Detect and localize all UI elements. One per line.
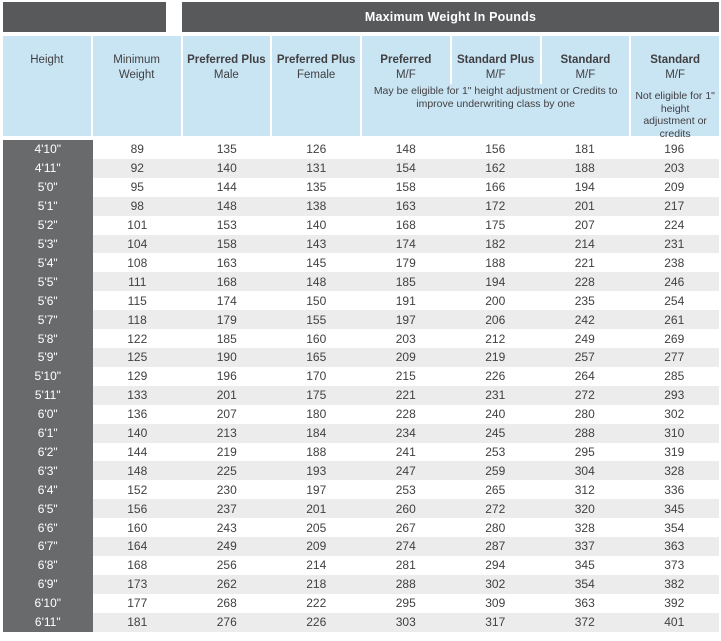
weight-cell: 138 [306,199,327,214]
table-row [3,386,719,405]
weight-cell: 196 [664,142,685,157]
weight-cell: 148 [306,274,327,289]
weight-cell: 164 [127,539,148,554]
weight-cell: 133 [127,388,148,403]
weight-cell: 108 [127,255,148,270]
weight-cell: 205 [306,520,327,535]
weight-cell: 174 [216,293,237,308]
weight-cell: 170 [306,369,327,384]
weight-cell: 188 [485,255,506,270]
weight-cell: 175 [306,388,327,403]
weight-cell: 209 [306,539,327,554]
weight-cell: 219 [485,350,506,365]
weight-cell: 225 [216,463,237,478]
column-header-label: Height [30,54,64,66]
table-row [3,140,719,159]
weight-cell: 174 [395,236,416,251]
weight-cell: 143 [306,236,327,251]
weight-cell: 257 [574,350,595,365]
weight-cell: 188 [306,444,327,459]
weight-cell: 337 [574,539,595,554]
column-header-label: Preferred Plus [276,54,356,66]
column-header-preferred-plus-male [183,36,271,136]
weight-cell: 226 [485,369,506,384]
weight-cell: 168 [127,558,148,573]
table-row [3,159,719,178]
column-header-preferred-mf [362,36,450,84]
weight-cell: 253 [485,444,506,459]
weight-cell: 179 [216,312,237,327]
corner-block [3,2,166,32]
weight-cell: 269 [664,331,685,346]
height-cell: 5'10" [3,367,93,386]
weight-cell: 197 [395,312,416,327]
weight-cell: 140 [216,161,237,176]
weight-cell: 140 [127,426,148,441]
table-row [3,594,719,613]
height-cell: 6'0" [3,405,93,424]
weight-cell: 194 [485,274,506,289]
weight-cell: 221 [395,388,416,403]
column-header-preferred-plus-female [272,36,360,136]
weight-cell: 136 [127,407,148,422]
weight-cell: 260 [395,501,416,516]
weight-cell: 92 [130,161,144,176]
height-cell: 5'11" [3,386,93,405]
weight-cell: 181 [127,615,148,630]
table-row [3,178,719,197]
weight-cell: 203 [664,161,685,176]
column-header-label: Standard [650,54,701,66]
column-header-standard-mf [542,36,630,84]
weight-cell: 181 [574,142,595,157]
table-body [3,140,719,632]
weight-cell: 293 [664,388,685,403]
column-header-sublabel: M/F [665,69,686,81]
weight-cell: 392 [664,596,685,611]
weight-cell: 150 [306,293,327,308]
weight-cell: 131 [306,161,327,176]
table-row [3,461,719,480]
weight-cell: 280 [574,407,595,422]
weight-cell: 194 [574,180,595,195]
weight-cell: 98 [130,199,144,214]
weight-cell: 201 [574,199,595,214]
height-cell: 5'8" [3,329,93,348]
height-cell: 5'1" [3,197,93,216]
table-row [3,253,719,272]
weight-cell: 129 [127,369,148,384]
table-row [3,556,719,575]
weight-cell: 295 [395,596,416,611]
weight-cell: 173 [127,577,148,592]
table-row [3,499,719,518]
weight-cell: 201 [216,388,237,403]
weight-cell: 309 [485,596,506,611]
weight-cell: 276 [216,615,237,630]
weight-cell: 317 [485,615,506,630]
weight-cell: 280 [485,520,506,535]
weight-cell: 180 [306,407,327,422]
table-row [3,367,719,386]
height-cell: 5'3" [3,235,93,254]
weight-cell: 196 [216,369,237,384]
weight-cell: 148 [127,463,148,478]
weight-cell: 158 [395,180,416,195]
column-header-standard-plus-mf [452,36,540,84]
weight-cell: 302 [664,407,685,422]
weight-cell: 212 [485,331,506,346]
height-cell: 6'8" [3,556,93,575]
height-cell: 5'0" [3,178,93,197]
weight-cell: 242 [574,312,595,327]
weight-cell: 162 [485,161,506,176]
weight-cell: 207 [216,407,237,422]
weight-cell: 228 [574,274,595,289]
weight-cell: 135 [216,142,237,157]
weight-cell: 259 [485,463,506,478]
table-row [3,613,719,632]
weight-cell: 155 [306,312,327,327]
weight-cell: 179 [395,255,416,270]
weight-cell: 285 [664,369,685,384]
weight-cell: 382 [664,577,685,592]
weight-cell: 354 [664,520,685,535]
weight-cell: 175 [485,218,506,233]
weight-cell: 247 [395,463,416,478]
table-row [3,443,719,462]
weight-cell: 363 [574,596,595,611]
weight-cell: 243 [216,520,237,535]
weight-cell: 312 [574,482,595,497]
table-row [3,216,719,235]
weight-cell: 206 [485,312,506,327]
weight-cell: 184 [306,426,327,441]
weight-cell: 89 [130,142,144,157]
column-header-sublabel: M/F [485,69,506,81]
weight-cell: 274 [395,539,416,554]
height-cell: 5'7" [3,310,93,329]
column-header-minimum-weight [93,36,181,136]
weight-cell: 246 [664,274,685,289]
weight-cell: 177 [127,596,148,611]
height-cell: 5'9" [3,348,93,367]
weight-cell: 237 [216,501,237,516]
table-row [3,329,719,348]
weight-cell: 217 [664,199,685,214]
weight-cell: 209 [395,350,416,365]
weight-cell: 254 [664,293,685,308]
weight-cell: 264 [574,369,595,384]
table-row [3,310,719,329]
weight-cell: 277 [664,350,685,365]
height-cell: 4'11" [3,159,93,178]
weight-cell: 262 [216,577,237,592]
table-row [3,537,719,556]
weight-cell: 209 [664,180,685,195]
weight-cell: 261 [664,312,685,327]
weight-cell: 148 [395,142,416,157]
weight-cell: 288 [574,426,595,441]
table-row [3,405,719,424]
weight-cell: 140 [306,218,327,233]
height-cell: 6'6" [3,518,93,537]
weight-cell: 363 [664,539,685,554]
weight-cell: 320 [574,501,595,516]
weight-cell: 245 [485,426,506,441]
weight-cell: 182 [485,236,506,251]
weight-cell: 158 [216,236,237,251]
weight-cell: 354 [574,577,595,592]
weight-cell: 163 [395,199,416,214]
weight-cell: 197 [306,482,327,497]
weight-cell: 125 [127,350,148,365]
height-cell: 4'10" [3,140,93,159]
weight-cell: 126 [306,142,327,157]
weight-cell: 152 [127,482,148,497]
weight-cell: 160 [127,520,148,535]
height-cell: 5'6" [3,291,93,310]
weight-cell: 188 [574,161,595,176]
weight-cell: 215 [395,369,416,384]
weight-cell: 294 [485,558,506,573]
weight-cell: 228 [395,407,416,422]
weight-cell: 234 [395,426,416,441]
weight-cell: 288 [395,577,416,592]
height-cell: 5'5" [3,272,93,291]
weight-cell: 373 [664,558,685,573]
weight-cell: 145 [306,255,327,270]
table-row [3,424,719,443]
weight-cell: 214 [306,558,327,573]
weight-cell: 115 [127,293,147,308]
column-header-label: Preferred [380,54,432,66]
weight-cell: 168 [395,218,416,233]
weight-cell: 148 [216,199,237,214]
weight-cell: 163 [216,255,237,270]
weight-cell: 230 [216,482,237,497]
weight-cell: 226 [306,615,327,630]
weight-cell: 345 [574,558,595,573]
height-cell: 6'2" [3,443,93,462]
height-cell: 6'10" [3,594,93,613]
column-header-height [3,36,91,136]
height-cell: 6'3" [3,461,93,480]
weight-cell: 256 [216,558,237,573]
weight-cell: 267 [395,520,416,535]
weight-cell: 272 [574,388,595,403]
table-header [3,36,719,140]
weight-cell: 238 [664,255,685,270]
weight-cell: 154 [395,161,416,176]
weight-cell: 185 [216,331,237,346]
weight-cell: 104 [127,236,148,251]
table-row [3,518,719,537]
weight-cell: 310 [664,426,685,441]
weight-cell: 156 [485,142,506,157]
weight-cell: 156 [127,501,148,516]
weight-cell: 281 [395,558,416,573]
column-header-sublabel: Weight [118,69,155,81]
weight-cell: 214 [574,236,595,251]
weight-cell: 193 [306,463,327,478]
height-cell: 5'4" [3,253,93,272]
weight-cell: 111 [128,274,147,289]
weight-cell: 135 [306,180,327,195]
weight-cell: 265 [485,482,506,497]
weight-cell: 401 [664,615,685,630]
weight-cell: 241 [395,444,416,459]
weight-cell: 328 [574,520,595,535]
weight-cell: 372 [574,615,595,630]
weight-cell: 268 [216,596,237,611]
table-row [3,235,719,254]
height-cell: 6'11" [3,613,93,632]
weight-cell: 272 [485,501,506,516]
height-cell: 6'7" [3,537,93,556]
weight-cell: 160 [306,331,327,346]
table-row [3,197,719,216]
height-cell: 6'1" [3,424,93,443]
height-cell: 6'9" [3,575,93,594]
not-eligible-note: Not eligible for 1" height adjustment or credits [635,90,715,140]
weight-cell: 190 [216,350,237,365]
weight-cell: 302 [485,577,506,592]
weight-cell: 118 [127,312,147,327]
weight-cell: 249 [574,331,595,346]
weight-cell: 201 [306,501,327,516]
weight-cell: 240 [485,407,506,422]
banner-title: Maximum Weight In Pounds [182,2,719,32]
weight-cell: 165 [306,350,327,365]
weight-cell: 207 [574,218,595,233]
weight-cell: 219 [216,444,237,459]
weight-cell: 153 [216,218,237,233]
weight-cell: 222 [306,596,327,611]
column-header-standard-mf-2 [631,36,719,140]
eligibility-note-area [362,84,629,136]
weight-cell: 166 [485,180,506,195]
weight-cell: 345 [664,501,685,516]
height-cell: 6'4" [3,480,93,499]
weight-cell: 231 [664,236,685,251]
weight-cell: 218 [306,577,327,592]
weight-cell: 95 [130,180,144,195]
table-row [3,272,719,291]
weight-cell: 249 [216,539,237,554]
weight-cell: 303 [395,615,416,630]
column-header-label: Standard Plus [456,54,535,66]
column-header-sublabel: Female [296,69,336,81]
weight-cell: 221 [574,255,595,270]
weight-cell: 336 [664,482,685,497]
top-banner-row [3,2,719,32]
weight-cell: 235 [574,293,595,308]
table-row [3,348,719,367]
weight-cell: 253 [395,482,416,497]
weight-cell: 144 [127,444,148,459]
table-row [3,575,719,594]
weight-cell: 213 [216,426,237,441]
column-header-sublabel: Male [213,69,239,81]
weight-cell: 122 [127,331,148,346]
column-header-label: Minimum [113,54,160,66]
weight-cell: 101 [127,218,148,233]
height-cell: 5'2" [3,216,93,235]
weight-cell: 168 [216,274,237,289]
weight-cell: 328 [664,463,685,478]
weight-cell: 185 [395,274,416,289]
weight-cell: 287 [485,539,506,554]
eligibility-note: May be eligible for 1" height adjustment or Credits to improve underwriting class by one [373,85,618,110]
weight-cell: 203 [395,331,416,346]
column-header-label: Preferred Plus [187,54,266,66]
column-header-sublabel: M/F [395,69,416,81]
weight-cell: 191 [395,293,416,308]
column-header-label: Standard [560,54,611,66]
height-cell: 6'5" [3,499,93,518]
weight-cell: 295 [574,444,595,459]
weight-cell: 304 [574,463,595,478]
weight-cell: 200 [485,293,506,308]
table-row [3,291,719,310]
weight-cell: 231 [485,388,506,403]
weight-cell: 144 [216,180,237,195]
weight-cell: 172 [485,199,506,214]
column-header-sublabel: M/F [575,69,596,81]
weight-cell: 224 [664,218,685,233]
table-row [3,480,719,499]
weight-cell: 319 [664,444,685,459]
